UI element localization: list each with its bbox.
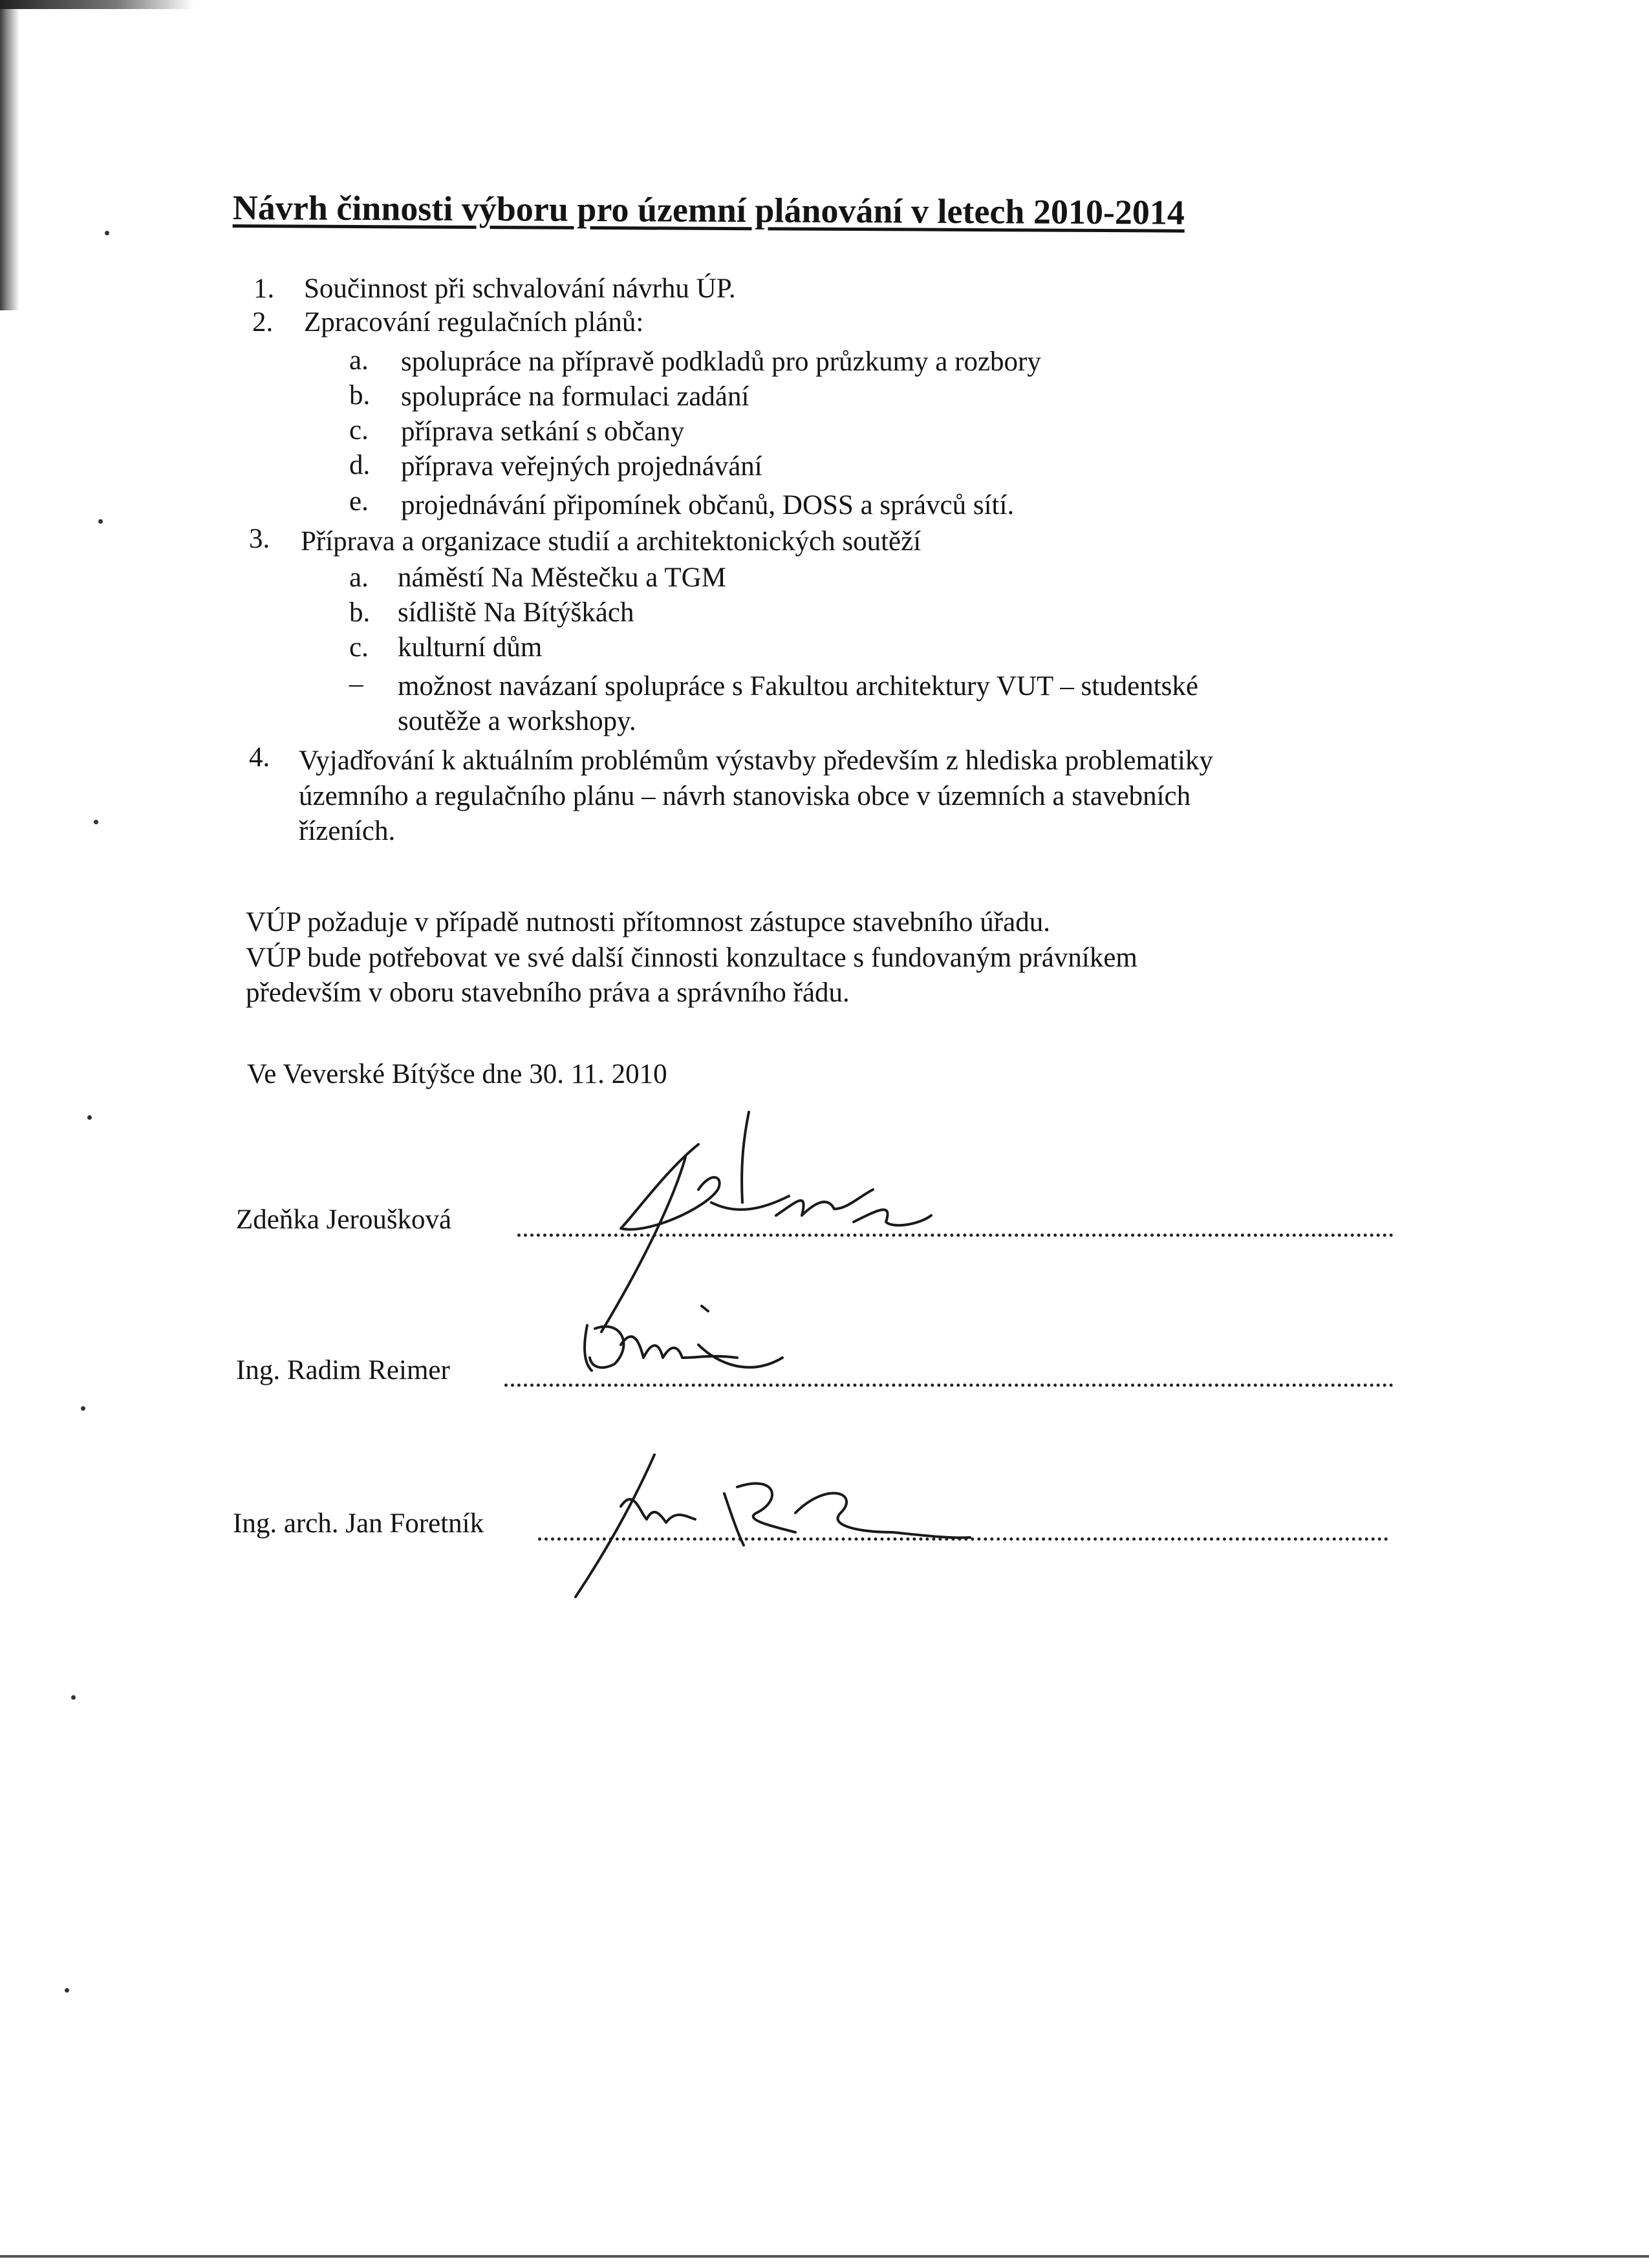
punch-speck [94,820,98,824]
subitem-letter: b. [349,597,371,628]
item-number: 1. [253,273,275,304]
subitem-letter: d. [349,450,371,480]
signature-reimer [585,1306,782,1371]
subitem-text: spolupráce na formulaci zadání [401,381,749,412]
document-title: Návrh činnosti výboru pro územní plánování v letech 2010-2014 [232,188,1185,232]
place-date: Ve Veverské Bítýšce dne 30. 11. 2010 [247,1059,667,1089]
scan-shadow-edge [0,0,19,310]
punch-speck [81,1406,85,1411]
subitem-text: sídliště Na Bítýškách [398,597,634,628]
subitem-text: příprava veřejných projednávání [401,451,762,482]
punch-speck [71,1695,76,1700]
scan-shadow-top [0,0,194,9]
signature-foretnik [576,1455,970,1597]
subitem-text: kulturní dům [398,632,543,663]
punch-speck [98,519,103,524]
note-line: především v oboru stavebního práva a správního řádu. [246,978,850,1008]
item-number: 2. [252,307,274,337]
signatory-name: Ing. Radim Reimer [236,1355,450,1385]
subitem-dash: – [349,669,363,699]
item-text: Zpracování regulačních plánů: [304,307,644,337]
signature-jerouskova [601,1112,931,1332]
item-text: Vyjadřování k aktuálním problémům výstavby především z hlediska problematiky [299,745,1213,776]
scan-bottom-rule [0,2255,1649,2258]
subitem-letter: a. [349,345,369,376]
subitem-text: příprava setkání s občany [401,416,685,447]
note-line: VÚP bude potřebovat ve své další činnosti konzultace s fundovaným právníkem [246,943,1137,973]
signature-line [504,1384,1394,1387]
item-text-continued: územního a regulačního plánu – návrh stanoviska obce v územních a stavebních [299,781,1191,811]
item-text: Příprava a organizace studií a architektonických soutěží [301,526,921,557]
subitem-text: spolupráce na přípravě podkladů pro průzkumy a rozbory [401,347,1041,377]
punch-speck [65,1988,69,1993]
subitem-letter: b. [349,380,371,411]
punch-speck [105,231,109,235]
subitem-letter: e. [349,486,369,517]
signatory-name: Zdeňka Jeroušková [236,1204,452,1235]
signature-line [538,1537,1388,1541]
subitem-text-continued: soutěže a workshopy. [398,706,636,736]
note-line: VÚP požaduje v případě nutnosti přítomnost zástupce stavebního úřadu. [246,907,1050,937]
subitem-letter: c. [349,415,369,445]
subitem-text: možnost navázaní spolupráce s Fakultou architektury VUT – studentské [398,671,1198,701]
subitem-text: náměstí Na Městečku a TGM [398,562,726,593]
item-text-continued: řízeních. [299,816,396,846]
subitem-text: projednávání připomínek občanů, DOSS a správců sítí. [401,490,1015,520]
item-number: 3. [249,524,270,554]
signatory-name: Ing. arch. Jan Foretník [233,1508,484,1539]
subitem-letter: a. [349,562,369,593]
item-text: Součinnost při schvalování návrhu ÚP. [304,273,736,304]
subitem-letter: c. [349,632,369,663]
signature-line [517,1234,1394,1237]
punch-speck [87,1115,92,1120]
item-number: 4. [249,742,270,773]
